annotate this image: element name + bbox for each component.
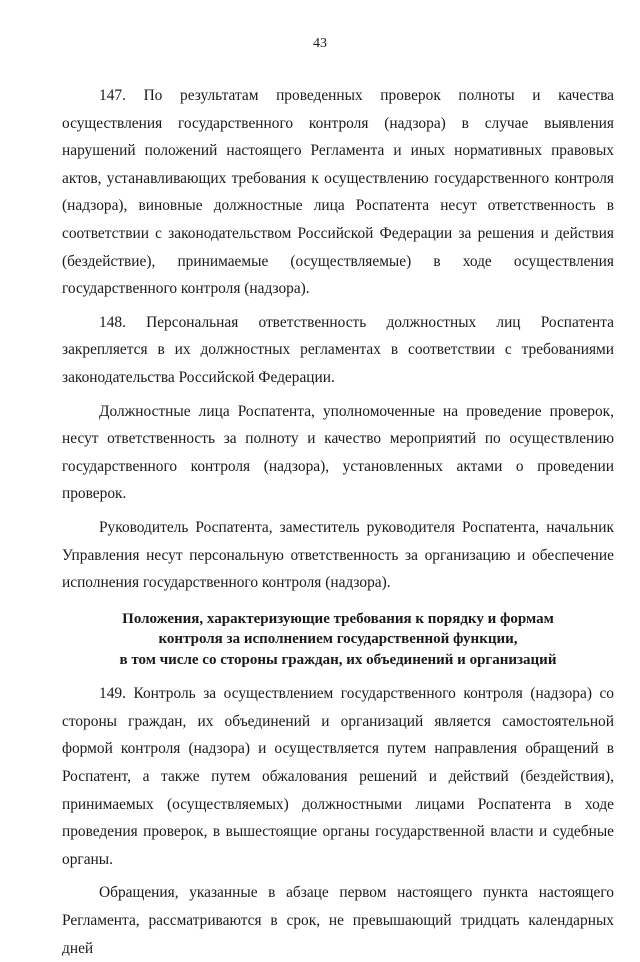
paragraph-147: 147. По результатам проведенных проверок полноты и качества осуществления государственного контроля (надзора) в случае выявления нарушений положений настоящего Регламента и иных нормативных правовых актов, устанавливающих требования к осуществлению государственного контроля (надзора), виновные должностные лица Роспатента несут ответственность в соответствии с законодательством Российской Федерации за решения и действия (бездействие), принимаемые (осуществляемые) в ходе осуществления государственного контроля (надзора). bbox=[62, 87, 614, 298]
paragraph-148-officials: Должностные лица Роспатента, уполномоченные на проведение проверок, несут ответственность за полноту и качество мероприятий по осуществлению государственного контроля (надзора), установленных актами о проведении проверок. bbox=[62, 402, 614, 503]
section-heading bbox=[62, 609, 614, 671]
paragraph-149: 149. Контроль за осуществлением государственного контроля (надзора) со стороны граждан, их объединений и организаций является самостоятельной формой контроля (надзора) и осуществляется путем направления обращений в Роспатент, а также путем обжалования решений и действий (бездействия), принимаемых (осуществляемых) должностными лицами Роспатента в ходе проведения проверок, в вышестоящие органы государственной власти и судебные органы. bbox=[62, 685, 614, 868]
section-heading-line-2: контроля за исполнением государственной функции, bbox=[158, 631, 518, 648]
paragraph-148: 148. Персональная ответственность должностных лиц Роспатента закрепляется в их должностных регламентах в соответствии с требованиями законодательства Российской Федерации. bbox=[62, 313, 614, 386]
paragraph-148-head: Руководитель Роспатента, заместитель руководителя Роспатента, начальник Управления несут персональную ответственность за организацию и обеспечение исполнения государственного контроля (надзора). bbox=[62, 518, 614, 592]
page-number: 43 bbox=[313, 36, 327, 51]
paragraph-149-appeals: Обращения, указанные в абзаце первом настоящего пункта настоящего Регламента, рассматриваются в срок, не превышающий тридцать календарных дней bbox=[62, 884, 614, 957]
section-heading-line-3: в том числе со стороны граждан, их объединений и организаций bbox=[119, 651, 557, 668]
section-heading-line-1: Положения, характеризующие требования к порядку и формам bbox=[122, 610, 554, 627]
document-body bbox=[62, 82, 614, 962]
